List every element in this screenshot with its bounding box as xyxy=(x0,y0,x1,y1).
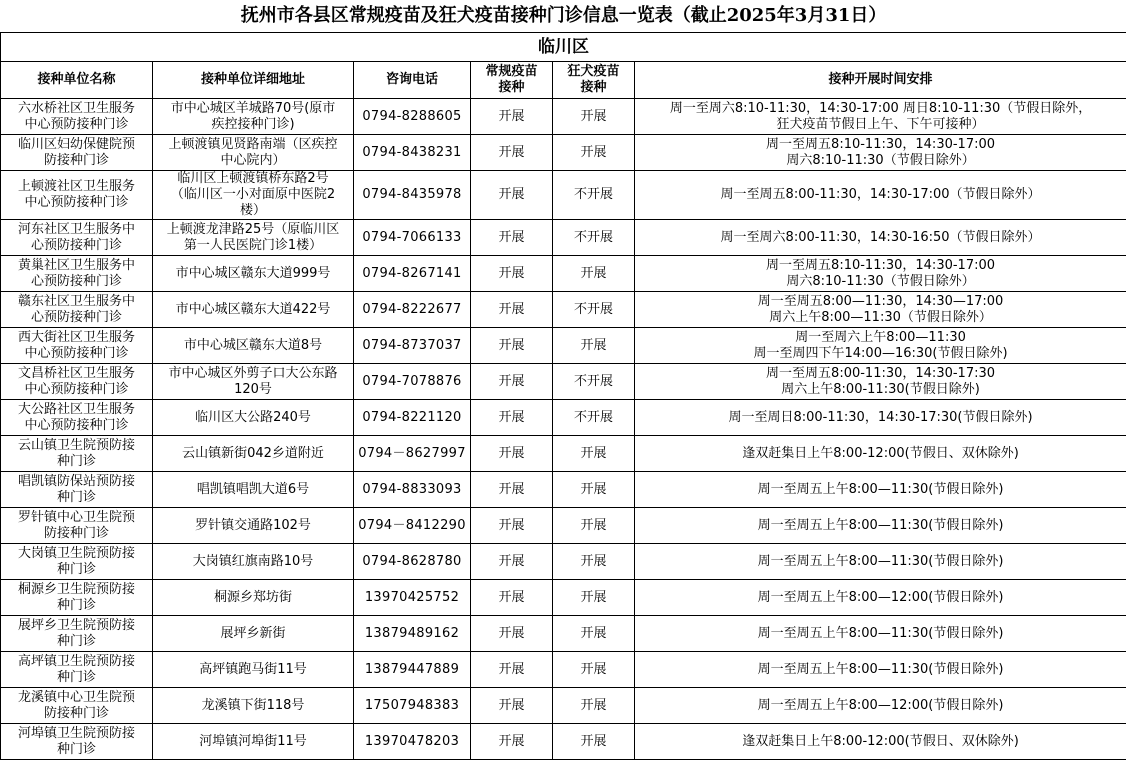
clinic-name-cell: 赣东社区卫生服务中 心预防接种门诊 xyxy=(1,292,153,328)
routine-vaccine-cell: 开展 xyxy=(471,99,553,135)
phone-cell: 0794-8737037 xyxy=(354,328,471,364)
clinic-address-cell: 市中心城区外剪子口大公东路 120号 xyxy=(153,364,354,400)
routine-vaccine-cell: 开展 xyxy=(471,135,553,171)
table-row xyxy=(1,256,1126,292)
routine-vaccine-cell: 开展 xyxy=(471,292,553,328)
phone-cell: 17507948383 xyxy=(354,688,471,724)
routine-vaccine-cell: 开展 xyxy=(471,724,553,760)
routine-vaccine-cell: 开展 xyxy=(471,400,553,436)
schedule-cell: 周一至周五上午8:00—11:30(节假日除外) xyxy=(635,652,1126,688)
phone-cell: 0794-7078876 xyxy=(354,364,471,400)
schedule-cell: 周一至周六8:10-11:30，14:30-17:00 周日8:10-11:30（节假日除外， 狂犬疫苗节假日上午、下午可接种） xyxy=(635,99,1126,135)
table-row xyxy=(1,220,1126,256)
routine-vaccine-cell: 开展 xyxy=(471,364,553,400)
rabies-vaccine-cell: 开展 xyxy=(553,616,635,652)
schedule-cell: 周一至周六上午8:00—11:30 周一至周四下午14:00—16:30(节假日除外) xyxy=(635,328,1126,364)
clinic-name-cell: 临川区妇幼保健院预 防接种门诊 xyxy=(1,135,153,171)
table-row xyxy=(1,400,1126,436)
rabies-vaccine-cell: 开展 xyxy=(553,652,635,688)
rabies-vaccine-cell: 开展 xyxy=(553,508,635,544)
routine-vaccine-cell: 开展 xyxy=(471,580,553,616)
clinic-name-cell: 六水桥社区卫生服务 中心预防接种门诊 xyxy=(1,99,153,135)
table-row xyxy=(1,99,1126,135)
header-rabies-vaccine: 狂犬疫苗 接种 xyxy=(553,62,635,99)
rabies-vaccine-cell: 不开展 xyxy=(553,364,635,400)
clinic-name-cell: 西大街社区卫生服务 中心预防接种门诊 xyxy=(1,328,153,364)
phone-cell: 0794-8438231 xyxy=(354,135,471,171)
clinic-address-cell: 市中心城区赣东大道999号 xyxy=(153,256,354,292)
clinic-name-cell: 大岗镇卫生院预防接 种门诊 xyxy=(1,544,153,580)
clinic-address-cell: 展坪乡新街 xyxy=(153,616,354,652)
routine-vaccine-cell: 开展 xyxy=(471,616,553,652)
clinic-name-cell: 展坪乡卫生院预防接 种门诊 xyxy=(1,616,153,652)
phone-cell: 0794-8221120 xyxy=(354,400,471,436)
phone-cell: 0794-8833093 xyxy=(354,472,471,508)
rabies-vaccine-cell: 开展 xyxy=(553,688,635,724)
table-row xyxy=(1,436,1126,472)
clinic-name-cell: 桐源乡卫生院预防接 种门诊 xyxy=(1,580,153,616)
rabies-vaccine-cell: 开展 xyxy=(553,580,635,616)
table-row xyxy=(1,652,1126,688)
schedule-cell: 周一至周五上午8:00—11:30(节假日除外) xyxy=(635,472,1126,508)
clinic-name-cell: 河东社区卫生服务中 心预防接种门诊 xyxy=(1,220,153,256)
header-clinic-name: 接种单位名称 xyxy=(1,62,153,99)
schedule-cell: 周一至周五8:10-11:30，14:30-17:00 周六8:10-11:30（节假日除外） xyxy=(635,256,1126,292)
schedule-cell: 周一至周五8:00-11:30，14:30-17:30 周六上午8:00-11:30(节假日除外) xyxy=(635,364,1126,400)
clinic-address-cell: 唱凯镇唱凯大道6号 xyxy=(153,472,354,508)
clinic-name-cell: 黄巢社区卫生服务中 心预防接种门诊 xyxy=(1,256,153,292)
clinic-address-cell: 罗针镇交通路102号 xyxy=(153,508,354,544)
header-routine-vaccine: 常规疫苗 接种 xyxy=(471,62,553,99)
clinic-address-cell: 河埠镇河埠街11号 xyxy=(153,724,354,760)
clinic-address-cell: 上顿渡镇见贤路南端（区疾控 中心院内） xyxy=(153,135,354,171)
clinic-address-cell: 桐源乡郑坊街 xyxy=(153,580,354,616)
schedule-cell: 周一至周五上午8:00—11:30(节假日除外) xyxy=(635,544,1126,580)
schedule-cell: 周一至周五上午8:00—12:00(节假日除外) xyxy=(635,688,1126,724)
table-row xyxy=(1,508,1126,544)
table-row xyxy=(1,171,1126,220)
clinic-name-cell: 河埠镇卫生院预防接 种门诊 xyxy=(1,724,153,760)
table-row xyxy=(1,724,1126,760)
clinic-name-cell: 云山镇卫生院预防接 种门诊 xyxy=(1,436,153,472)
clinic-address-cell: 市中心城区羊城路70号(原市 疾控接种门诊) xyxy=(153,99,354,135)
schedule-cell: 逢双赶集日上午8:00-12:00(节假日、双休除外) xyxy=(635,724,1126,760)
header-phone: 咨询电话 xyxy=(354,62,471,99)
clinic-address-cell: 市中心城区赣东大道8号 xyxy=(153,328,354,364)
table-row xyxy=(1,688,1126,724)
routine-vaccine-cell: 开展 xyxy=(471,220,553,256)
rabies-vaccine-cell: 开展 xyxy=(553,436,635,472)
rabies-vaccine-cell: 开展 xyxy=(553,256,635,292)
sheet-title: 抚州市各县区常规疫苗及狂犬疫苗接种门诊信息一览表（截止2025年3月31日） xyxy=(1,0,1126,33)
header-clinic-address: 接种单位详细地址 xyxy=(153,62,354,99)
clinic-address-cell: 上顿渡龙津路25号（原临川区 第一人民医院门诊1楼） xyxy=(153,220,354,256)
clinic-name-cell: 高坪镇卫生院预防接 种门诊 xyxy=(1,652,153,688)
rabies-vaccine-cell: 开展 xyxy=(553,135,635,171)
rabies-vaccine-cell: 开展 xyxy=(553,99,635,135)
routine-vaccine-cell: 开展 xyxy=(471,544,553,580)
routine-vaccine-cell: 开展 xyxy=(471,171,553,220)
phone-cell: 13879447889 xyxy=(354,652,471,688)
clinic-name-cell: 文昌桥社区卫生服务 中心预防接种门诊 xyxy=(1,364,153,400)
phone-cell: 13970425752 xyxy=(354,580,471,616)
clinic-address-cell: 临川区大公路240号 xyxy=(153,400,354,436)
table-row xyxy=(1,135,1126,171)
clinic-name-cell: 罗针镇中心卫生院预 防接种门诊 xyxy=(1,508,153,544)
clinic-name-cell: 唱凯镇防保站预防接 种门诊 xyxy=(1,472,153,508)
schedule-cell: 周一至周六8:00-11:30，14:30-16:50（节假日除外） xyxy=(635,220,1126,256)
routine-vaccine-cell: 开展 xyxy=(471,652,553,688)
table-row xyxy=(1,292,1126,328)
clinic-name-cell: 上顿渡社区卫生服务 中心预防接种门诊 xyxy=(1,171,153,220)
routine-vaccine-cell: 开展 xyxy=(471,436,553,472)
clinic-address-cell: 大岗镇红旗南路10号 xyxy=(153,544,354,580)
routine-vaccine-cell: 开展 xyxy=(471,256,553,292)
schedule-cell: 周一至周五上午8:00—12:00(节假日除外) xyxy=(635,580,1126,616)
routine-vaccine-cell: 开展 xyxy=(471,688,553,724)
clinic-name-cell: 大公路社区卫生服务 中心预防接种门诊 xyxy=(1,400,153,436)
phone-cell: 0794－8627997 xyxy=(354,436,471,472)
phone-cell: 0794－8412290 xyxy=(354,508,471,544)
rabies-vaccine-cell: 开展 xyxy=(553,544,635,580)
rabies-vaccine-cell: 开展 xyxy=(553,724,635,760)
phone-cell: 0794-8222677 xyxy=(354,292,471,328)
phone-cell: 0794-8435978 xyxy=(354,171,471,220)
phone-cell: 0794-8628780 xyxy=(354,544,471,580)
rabies-vaccine-cell: 开展 xyxy=(553,472,635,508)
phone-cell: 13879489162 xyxy=(354,616,471,652)
rabies-vaccine-cell: 开展 xyxy=(553,328,635,364)
table-row xyxy=(1,328,1126,364)
phone-cell: 0794-8288605 xyxy=(354,99,471,135)
table-row xyxy=(1,544,1126,580)
schedule-cell: 逢双赶集日上午8:00-12:00(节假日、双休除外) xyxy=(635,436,1126,472)
table-row xyxy=(1,364,1126,400)
clinic-address-cell: 高坪镇跑马街11号 xyxy=(153,652,354,688)
clinic-address-cell: 龙溪镇下街118号 xyxy=(153,688,354,724)
table-row xyxy=(1,580,1126,616)
rabies-vaccine-cell: 不开展 xyxy=(553,220,635,256)
table-row xyxy=(1,616,1126,652)
routine-vaccine-cell: 开展 xyxy=(471,472,553,508)
schedule-cell: 周一至周五8:00—11:30，14:30—17:00 周六上午8:00—11:30（节假日除外） xyxy=(635,292,1126,328)
phone-cell: 0794-7066133 xyxy=(354,220,471,256)
schedule-cell: 周一至周五上午8:00—11:30(节假日除外) xyxy=(635,616,1126,652)
schedule-cell: 周一至周五8:10-11:30，14:30-17:00 周六8:10-11:30（节假日除外） xyxy=(635,135,1126,171)
clinic-name-cell: 龙溪镇中心卫生院预 防接种门诊 xyxy=(1,688,153,724)
clinic-address-cell: 云山镇新街042乡道附近 xyxy=(153,436,354,472)
rabies-vaccine-cell: 不开展 xyxy=(553,400,635,436)
table-row xyxy=(1,472,1126,508)
phone-cell: 0794-8267141 xyxy=(354,256,471,292)
district-heading: 临川区 xyxy=(1,33,1126,62)
routine-vaccine-cell: 开展 xyxy=(471,508,553,544)
column-header-row xyxy=(1,62,1126,99)
clinic-address-cell: 临川区上顿渡镇桥东路2号 （临川区一小对面原中医院2 楼） xyxy=(153,171,354,220)
clinic-address-cell: 市中心城区赣东大道422号 xyxy=(153,292,354,328)
header-schedule: 接种开展时间安排 xyxy=(635,62,1126,99)
rabies-vaccine-cell: 不开展 xyxy=(553,171,635,220)
schedule-cell: 周一至周日8:00-11:30，14:30-17:30(节假日除外) xyxy=(635,400,1126,436)
schedule-cell: 周一至周五上午8:00—11:30(节假日除外) xyxy=(635,508,1126,544)
routine-vaccine-cell: 开展 xyxy=(471,328,553,364)
schedule-cell: 周一至周五8:00-11:30，14:30-17:00（节假日除外） xyxy=(635,171,1126,220)
rabies-vaccine-cell: 不开展 xyxy=(553,292,635,328)
phone-cell: 13970478203 xyxy=(354,724,471,760)
